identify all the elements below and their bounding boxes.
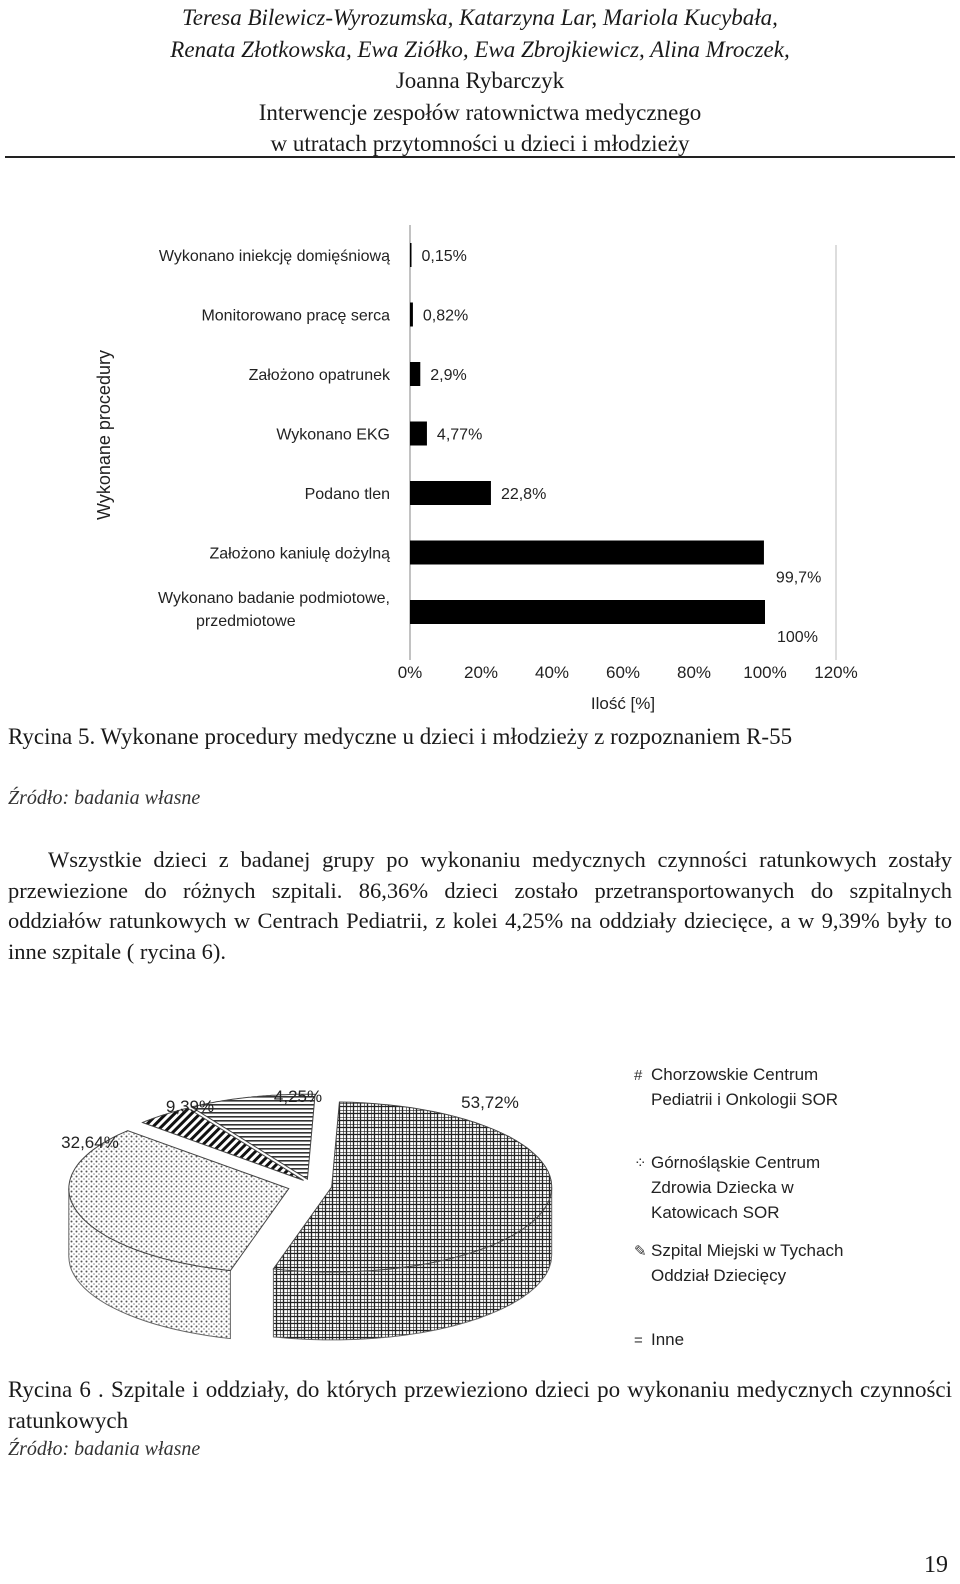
category-label: Wykonano iniekcję domięśniową — [158, 248, 390, 265]
legend-label: Górnośląskie Centrum — [651, 1153, 821, 1172]
x-tick-label: 100% — [743, 663, 787, 682]
figure-6-pie-chart — [0, 1040, 960, 1360]
legend-label: Oddział Dziecięcy — [651, 1266, 787, 1285]
legend-label: Inne — [651, 1330, 685, 1349]
bar-value-label: 0,15% — [421, 248, 467, 265]
figure-5-source: Źródło: badania własne — [8, 787, 201, 809]
legend-marker: ⁘ — [634, 1155, 647, 1172]
bar — [410, 243, 412, 267]
article-title-line-2: w utratach przytomności u dzieci i młodzieży — [270, 131, 690, 156]
x-tick-label: 120% — [814, 663, 858, 682]
pie-value-label: 53,72% — [461, 1093, 519, 1112]
page-number: 19 — [924, 1552, 948, 1578]
bar-value-label: 100% — [777, 629, 818, 646]
legend-marker: = — [634, 1332, 643, 1349]
category-label: Wykonano badanie podmiotowe, — [157, 590, 390, 607]
legend-label: Pediatrii i Onkologii SOR — [651, 1090, 839, 1109]
category-label: Monitorowano pracę serca — [201, 307, 390, 325]
bar-value-label: 99,7% — [775, 569, 822, 587]
bar — [410, 303, 413, 327]
x-tick-label: 40% — [534, 663, 570, 682]
pie-value-label: 4,25% — [273, 1087, 323, 1106]
legend-label: Katowicach SOR — [651, 1203, 780, 1222]
category-label: Założono kaniulę dożylną — [209, 545, 390, 563]
legend-label: Chorzowskie Centrum — [651, 1065, 819, 1084]
x-axis-title: Ilość [%] — [590, 694, 656, 713]
bar-value-label: 0,82% — [422, 307, 469, 325]
legend-label: Zdrowia Dziecka w — [651, 1178, 794, 1197]
pie-value-label: 9,39% — [165, 1097, 215, 1116]
authors-line-3: Joanna Rybarczyk — [395, 68, 565, 93]
figure-6-source: Źródło: badania własne — [8, 1438, 201, 1460]
bar — [410, 422, 427, 446]
category-label: przedmiotowe — [196, 613, 296, 630]
y-axis-title: Wykonane procedury — [94, 350, 114, 520]
bar-value-label: 22,8% — [500, 486, 547, 503]
bar-value-label: 2,9% — [430, 367, 467, 384]
x-tick-label: 20% — [463, 663, 499, 682]
bar-value-label: 4,77% — [436, 426, 483, 444]
authors-line-2: Renata Złotkowska, Ewa Ziółko, Ewa Zbrojkiewicz, Alina Mroczek, — [170, 36, 790, 62]
category-label: Wykonano EKG — [276, 426, 390, 444]
legend-marker: ✎ — [634, 1243, 647, 1260]
legend-label: Szpital Miejski w Tychach — [651, 1241, 844, 1260]
x-tick-label: 60% — [605, 663, 641, 682]
x-tick-label: 0% — [397, 663, 423, 682]
bar — [410, 481, 491, 505]
figure-5-bar-chart — [0, 215, 960, 720]
figure-5-caption: Rycina 5. Wykonane procedury medyczne u dzieci i młodzieży z rozpoznaniem R-55 — [8, 724, 793, 749]
running-header — [0, 2, 960, 160]
bar — [410, 541, 764, 565]
category-label: Podano tlen — [304, 486, 390, 503]
authors-line-1: Teresa Bilewicz-Wyrozumska, Katarzyna Lar, Mariola Kucybała, — [182, 5, 778, 30]
article-title-line-1: Interwencje zespołów ratownictwa medycznego — [258, 99, 702, 125]
figure-6-caption: Rycina 6 . Szpitale i oddziały, do których przewieziono dzieci po wykonaniu medycznych czynności ratunkowych — [8, 1377, 952, 1433]
pie-value-label: 32,64% — [61, 1133, 119, 1152]
bar — [410, 362, 420, 386]
header-divider — [5, 156, 955, 158]
category-label: Założono opatrunek — [248, 367, 390, 384]
x-tick-label: 80% — [676, 663, 712, 682]
legend-marker: # — [634, 1067, 643, 1084]
bar — [410, 600, 765, 624]
body-paragraph: Wszystkie dzieci z badanej grupy po wykonaniu medycznych czynności ratunkowych zostały przewiezione do różnych szpitali. 86,36% dzieci zostało przetransportowanych do szpitalnych oddziałów ratunkowych w Centrach Pediatrii, z kolei 4,25% na oddziały dziecięce, a w 9,39% były to inne szpitale ( rycina 6). — [8, 847, 952, 964]
